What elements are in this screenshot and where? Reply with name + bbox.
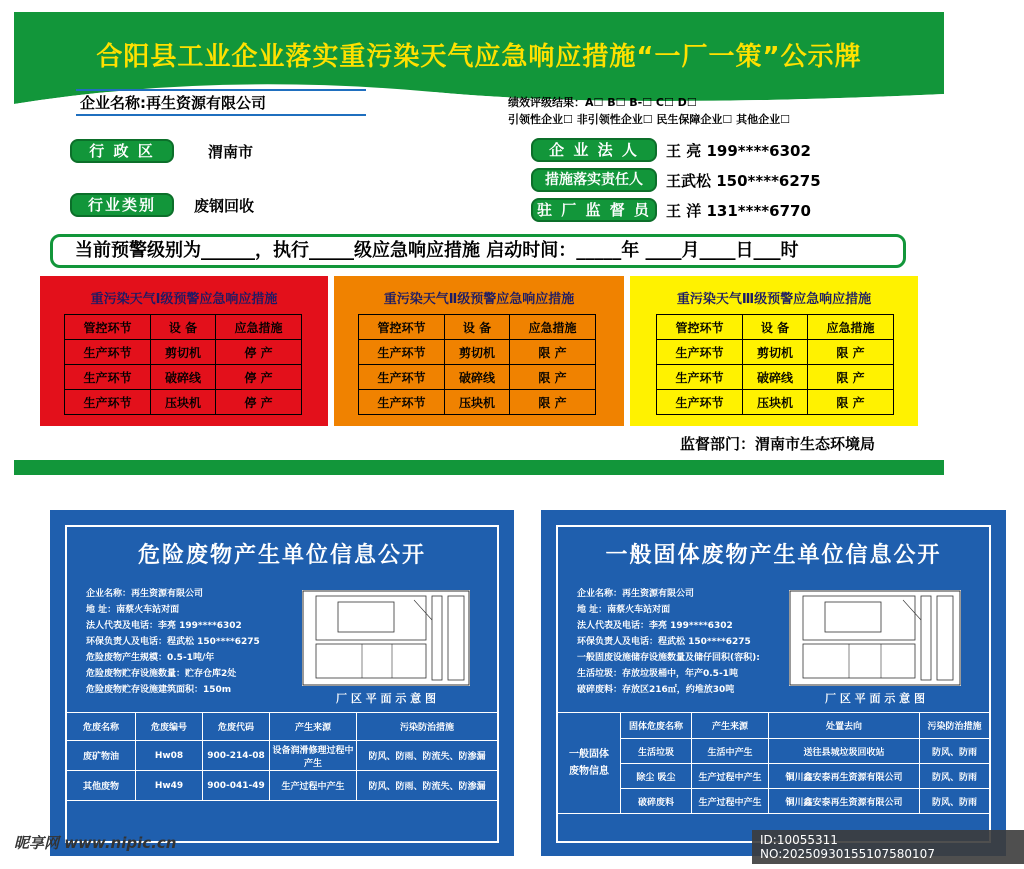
site-plan-caption: 厂 区 平 面 示 意 图 — [825, 692, 925, 705]
general-info — [577, 586, 760, 698]
level-3-panel — [630, 276, 918, 426]
info-line: 环保负责人及电话：程武松 150****6275 — [577, 637, 751, 647]
cell: 压块机 — [445, 390, 510, 415]
cell: 生产环节 — [359, 365, 445, 390]
cell: 破碎线 — [151, 365, 216, 390]
cell: 生产环节 — [65, 365, 151, 390]
id-watermark: ID:10055311 NO:20250930155107580107 — [752, 830, 1024, 864]
th: 危废编号 — [136, 713, 203, 741]
cell: 设备润滑修理过程中产生 — [270, 741, 357, 771]
responsible-value: 王武松 150****6275 — [666, 172, 821, 190]
legal-person-label: 企 业 法 人 — [531, 138, 657, 162]
hazardous-waste-table — [66, 712, 498, 801]
rating-result: 绩效评级结果：A☐ B☐ B-☐ C☐ D☐ — [508, 96, 697, 109]
cell: 压块机 — [151, 390, 216, 415]
cell: 破碎线 — [743, 365, 808, 390]
cell: 破碎废料 — [621, 789, 692, 814]
responsible-label: 措施落实责任人 — [531, 168, 657, 192]
level-1-table — [64, 314, 302, 415]
general-waste-table — [557, 712, 990, 814]
cell: 限 产 — [509, 340, 595, 365]
cell: 除尘 吸尘 — [621, 764, 692, 789]
region-value: 渭南市 — [208, 143, 254, 161]
th: 应急措施 — [215, 315, 301, 340]
cell: 送往县城垃圾回收站 — [769, 739, 920, 764]
cell: 铜川鑫安泰再生资源有限公司 — [769, 789, 920, 814]
board-footer-band — [14, 460, 944, 475]
cell: 生产环节 — [359, 390, 445, 415]
supervisor-label: 驻 厂 监 督 员 — [531, 198, 657, 222]
industry-label: 行业类别 — [70, 193, 174, 217]
cell: Hw08 — [136, 741, 203, 771]
industry-value: 废钢回收 — [194, 197, 255, 215]
info-line: 破碎废料：存放区216㎡，约堆放30吨 — [577, 685, 735, 695]
info-line: 企业名称：再生资源有限公司 — [86, 589, 204, 599]
warning-level-line: 当前预警级别为______，执行_____级应急响应措施 启动时间：_____年 ____月____日___时 — [50, 234, 906, 268]
th: 污染防治措施 — [357, 713, 498, 741]
cell: 铜川鑫安泰再生资源有限公司 — [769, 764, 920, 789]
th: 危废名称 — [67, 713, 136, 741]
general-title: 一般固体废物产生单位信息公开 — [605, 543, 942, 568]
hazardous-title: 危险废物产生单位信息公开 — [137, 543, 426, 568]
info-line: 地 址：南蔡火车站对面 — [577, 605, 671, 615]
cell: 生活中产生 — [692, 739, 769, 764]
cell: 限 产 — [807, 340, 893, 365]
cell: 900-214-08 — [203, 741, 270, 771]
th: 设 备 — [151, 315, 216, 340]
info-line: 企业名称：再生资源有限公司 — [577, 589, 695, 599]
cell: 生产过程中产生 — [692, 789, 769, 814]
site-plan-caption: 厂 区 平 面 示 意 图 — [336, 692, 436, 705]
info-line: 生活垃圾：存放垃圾桶中，年产0.5-1吨 — [577, 669, 738, 679]
info-line: 法人代表及电话：李亮 199****6302 — [86, 621, 242, 631]
cell: 生产环节 — [657, 365, 743, 390]
emergency-response-board — [14, 12, 944, 475]
divider — [76, 89, 366, 91]
level-3-title: 重污染天气Ⅲ级预警应急响应措施 — [676, 292, 872, 307]
cell: 防风、防雨 — [920, 764, 990, 789]
cell: 剪切机 — [151, 340, 216, 365]
info-line: 危险废物贮存设施建筑面积：150m — [86, 685, 232, 695]
th: 污染防治措施 — [920, 713, 990, 739]
site-plan-map — [789, 590, 961, 686]
th: 应急措施 — [807, 315, 893, 340]
th: 危废代码 — [203, 713, 270, 741]
supervising-department: 监督部门：渭南市生态环境局 — [680, 435, 876, 453]
th: 固体危废名称 — [621, 713, 692, 739]
side-label: 一般固体废物信息 — [558, 713, 621, 814]
hazardous-waste-board — [50, 510, 514, 856]
hazardous-info — [86, 586, 260, 698]
cell: 停 产 — [215, 390, 301, 415]
cell: 停 产 — [215, 365, 301, 390]
cell: 生活垃圾 — [621, 739, 692, 764]
level-2-table — [358, 314, 596, 415]
level-1-title: 重污染天气Ⅰ级预警应急响应措施 — [90, 292, 278, 307]
cell: 压块机 — [743, 390, 808, 415]
level-2-title: 重污染天气Ⅱ级预警应急响应措施 — [383, 292, 575, 307]
th: 管控环节 — [359, 315, 445, 340]
th: 产生来源 — [270, 713, 357, 741]
cell: 生产环节 — [65, 340, 151, 365]
legal-person-value: 王 亮 199****6302 — [666, 142, 811, 160]
cell: 剪切机 — [743, 340, 808, 365]
cell: 停 产 — [215, 340, 301, 365]
company-name: 企业名称:再生资源有限公司 — [80, 94, 266, 112]
th: 产生来源 — [692, 713, 769, 739]
cell: 生产环节 — [657, 340, 743, 365]
supervisor-value: 王 洋 131****6770 — [666, 202, 811, 220]
th: 设 备 — [743, 315, 808, 340]
level-1-panel — [40, 276, 328, 426]
cell: 废矿物油 — [67, 741, 136, 771]
cell: 生产环节 — [657, 390, 743, 415]
board-title: 合阳县工业企业落实重污染天气应急响应措施“一厂一策”公示牌 — [96, 42, 862, 72]
th: 应急措施 — [509, 315, 595, 340]
th: 设 备 — [445, 315, 510, 340]
cell: 防风、防雨 — [920, 789, 990, 814]
divider — [76, 114, 366, 116]
cell: 破碎线 — [445, 365, 510, 390]
enterprise-category: 引领性企业☐ 非引领性企业☐ 民生保障企业☐ 其他企业☐ — [508, 113, 790, 126]
cell: 生产过程中产生 — [270, 771, 357, 801]
cell: 其他废物 — [67, 771, 136, 801]
level-3-table — [656, 314, 894, 415]
info-line: 法人代表及电话：李亮 199****6302 — [577, 621, 733, 631]
cell: 防风、防雨、防流失、防渗漏 — [357, 741, 498, 771]
th: 处置去向 — [769, 713, 920, 739]
region-label: 行 政 区 — [70, 139, 174, 163]
cell: Hw49 — [136, 771, 203, 801]
info-line: 一般固废设施储存设施数量及储仔回积(容积): — [577, 653, 760, 663]
cell: 限 产 — [509, 365, 595, 390]
cell: 限 产 — [807, 365, 893, 390]
level-2-panel — [334, 276, 624, 426]
cell: 900-041-49 — [203, 771, 270, 801]
cell: 防风、防雨 — [920, 739, 990, 764]
cell: 限 产 — [509, 390, 595, 415]
cell: 生产过程中产生 — [692, 764, 769, 789]
info-line: 危险废物产生规模：0.5-1吨/年 — [86, 653, 215, 663]
cell: 限 产 — [807, 390, 893, 415]
general-waste-board — [541, 510, 1006, 856]
info-line: 环保负责人及电话：程武松 150****6275 — [86, 637, 260, 647]
cell: 生产环节 — [359, 340, 445, 365]
site-watermark: 昵享网 www.nipic.cn — [14, 834, 177, 852]
cell: 剪切机 — [445, 340, 510, 365]
info-line: 地 址：南蔡火车站对面 — [86, 605, 180, 615]
th: 管控环节 — [657, 315, 743, 340]
th: 管控环节 — [65, 315, 151, 340]
info-line: 危险废物贮存设施数量：贮存仓库2处 — [86, 669, 237, 679]
site-plan-map — [302, 590, 470, 686]
cell: 防风、防雨、防流失、防渗漏 — [357, 771, 498, 801]
cell: 生产环节 — [65, 390, 151, 415]
